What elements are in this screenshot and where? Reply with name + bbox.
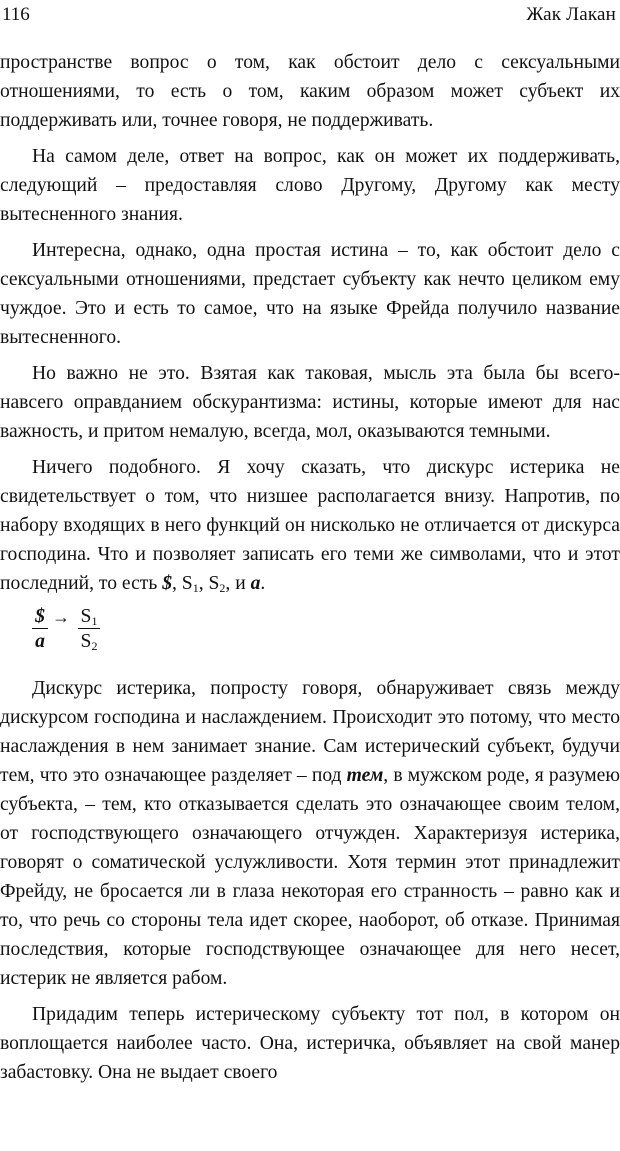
s2-letter: S <box>208 573 220 594</box>
formula-left-denominator: a <box>35 631 45 652</box>
body-text <box>0 48 620 1094</box>
paragraph-6 <box>0 674 620 993</box>
s2-subscript: 2 <box>219 581 226 595</box>
paragraph-5-text: Ничего подобного. Я хочу сказать, что дискурс истерика не свидетельствует о том, что низшее располагается внизу. Напротив, по набору входящих в него функций он нисколько не отличается от дискурса господина. Что и позволяет записать его теми же символами, что и этот последний, то есть <box>0 457 620 594</box>
barred-subject-symbol: $ <box>162 573 172 594</box>
formula-right-numerator <box>78 606 100 629</box>
paragraph-7: Придадим теперь истерическому субъекту тот пол, в котором он воплощается наиболее часто. Она, истеричка, объявляет на свой манер забастовку. Она не выдает своего <box>0 1004 620 1083</box>
object-a-symbol: a <box>250 573 261 594</box>
formula-left-numerator: $ <box>32 606 48 629</box>
formula-right-denominator-sub: 2 <box>91 639 98 653</box>
paragraph-6-emphasis: тем <box>346 765 384 786</box>
paragraph-2: На самом деле, ответ на вопрос, как он может их поддерживать, следующий – предоставляя слово Другому, Другому как месту вытесненного знания. <box>0 146 620 225</box>
formula-right-fraction <box>78 606 100 655</box>
paragraph-3: Интересна, однако, одна простая истина – то, как обстоит дело с сексуальными отношениями, предстает субъекту как нечто целиком ему чуждое. Это и есть то самое, что на языке Фрейда получило название вытесненного. <box>0 240 620 348</box>
paragraph-6-text-a: Дискурс истерика, попросту говоря, обнаруживает связь между дискурсом господина и наслаждением. Происходит это потому, что место наслаждения в нем занимает знание. Сам истерический субъект, будучи тем, что это означающее разделяет – под <box>0 678 620 786</box>
s1-letter: S <box>181 573 193 594</box>
formula-right-numerator-letter: S <box>80 606 92 627</box>
running-head <box>0 0 620 40</box>
page-number: 116 <box>2 4 30 25</box>
paragraph-6-text-b: , в мужском роде, я разумею субъекта, – тем, кто отказывается сделать это означающее своим телом, от господствующего означающего отчужден. Характеризуя истерика, говорят о соматической услужливости. Хотя термин этот принадлежит Фрейду, не бросается ли в глаза некоторая его странность – равно как и то, что речь со стороны тела идет скорее, наоборот, об отказе. Принимая последствия, которые господствующее означающее для него несет, истерик не является рабом. <box>0 765 620 989</box>
formula-right-denominator-letter: S <box>80 631 92 652</box>
s1-subscript: 1 <box>192 581 199 595</box>
formula-arrow: → <box>52 607 70 627</box>
paragraph-5: Ничего подобного. Я хочу сказать, что дискурс истерика не свидетельствует о том, что низшее располагается внизу. Напротив, по набору входящих в него функций он нисколько не отличается от дискурса господина. Что и позволяет записать его теми же символами, что и этот последний, то есть $, $S_1$, $S_2$, и a. <box>0 457 620 595</box>
hysteric-discourse-formula <box>32 606 620 664</box>
formula-right-denominator <box>78 629 100 655</box>
formula-right-numerator-sub: 1 <box>91 614 98 628</box>
running-title: Жак Лакан <box>526 4 616 25</box>
paragraph-4: Но важно не это. Взятая как таковая, мысль эта была бы всего-навсего оправданием обскурантизма: истины, которые имеют для нас важность, и притом немалую, всегда, мол, оказываются темными. <box>0 363 620 442</box>
conjunction-and: и <box>235 573 246 594</box>
paragraph-1: пространстве вопрос о том, как обстоит дело с сексуальными отношениями, то есть о том, каким образом может субъект их поддерживать или, точнее говоря, не поддерживать. <box>0 52 620 131</box>
formula-left-fraction <box>32 606 48 655</box>
